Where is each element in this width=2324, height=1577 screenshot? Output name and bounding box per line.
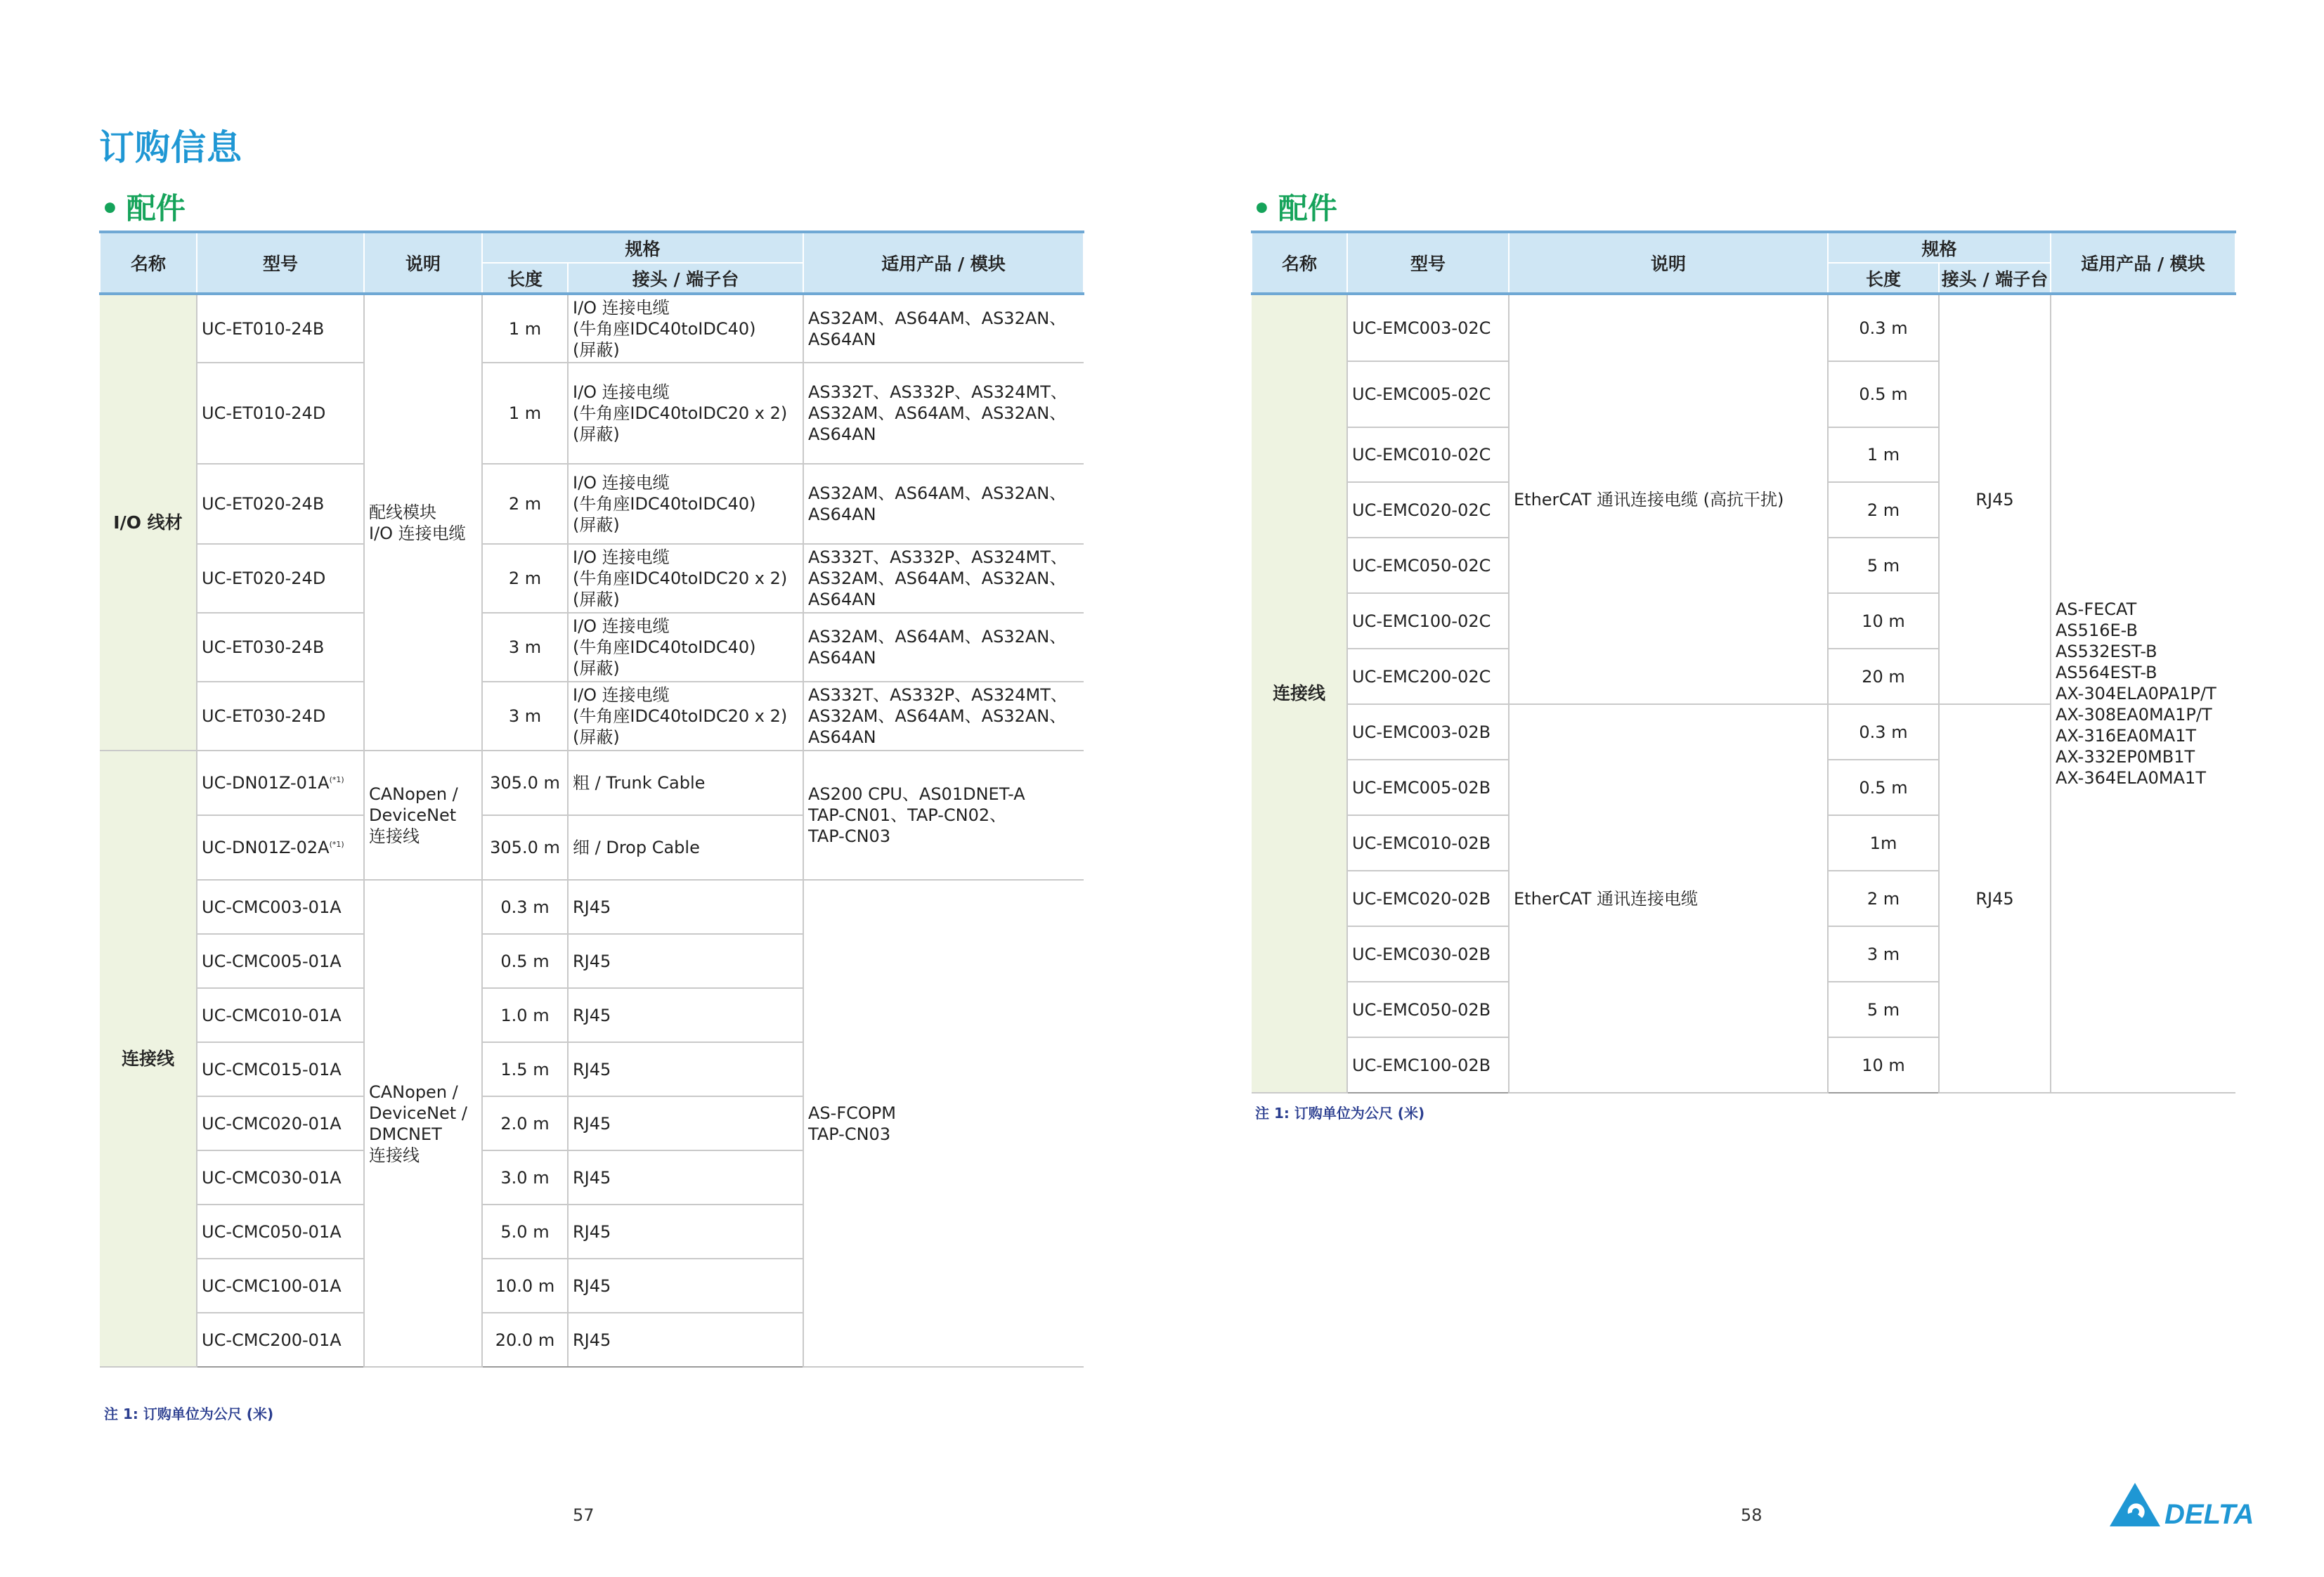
delta-logo [2108, 1481, 2259, 1528]
bullet-icon: • [1252, 191, 1271, 226]
length-cell: 305.0 m [482, 751, 568, 815]
connector-cell: RJ45 [568, 1259, 803, 1313]
model-text: UC-CMC005-01A [202, 951, 342, 971]
length-cell: 1 m [482, 363, 568, 464]
header-name: 名称 [1252, 232, 1347, 294]
length-cell: 3 m [482, 682, 568, 751]
model-cell: UC-EMC020-02B [1347, 871, 1509, 926]
model-cell [197, 751, 364, 815]
length-cell: 2 m [482, 544, 568, 613]
header-desc: 说明 [364, 232, 482, 294]
length-cell: 10 m [1828, 1037, 1939, 1093]
model-cell: UC-EMC003-02B [1347, 704, 1509, 760]
model-text: UC-CMC030-01A [202, 1167, 342, 1188]
model-cell [197, 1042, 364, 1096]
model-text: UC-CMC100-01A [202, 1276, 342, 1296]
section-title-text: 配件 [1278, 191, 1337, 226]
section-title-left [100, 186, 186, 228]
length-cell: 5 m [1828, 538, 1939, 593]
products-cell: AS32AM、AS64AM、AS32AN、 AS64AN [803, 613, 1084, 682]
model-text: UC-ET020-24D [202, 569, 326, 588]
connector-cell: RJ45 [568, 1042, 803, 1096]
connector-cell: I/O 连接电缆 (牛角座IDC40toIDC40) (屏蔽) [568, 613, 803, 682]
model-cell: UC-EMC050-02C [1347, 538, 1509, 593]
model-cell: UC-EMC005-02C [1347, 361, 1509, 427]
model-cell [197, 1205, 364, 1259]
footnote-left: 注 1: 订购单位为公尺 (米) [104, 1406, 274, 1422]
products-cell: AS332T、AS332P、AS324MT、 AS32AM、AS64AM、AS32AN、 AS64AN [803, 682, 1084, 751]
model-text: UC-ET020-24B [202, 494, 325, 514]
model-cell [197, 464, 364, 544]
model-text: UC-CMC010-01A [202, 1005, 342, 1025]
length-cell: 0.5 m [1828, 361, 1939, 427]
connector-cell: RJ45 [1939, 704, 2051, 1093]
length-cell: 1 m [1828, 427, 1939, 482]
page-title: 订购信息 [99, 127, 242, 168]
connector-cell: RJ45 [568, 1205, 803, 1259]
length-cell: 20 m [1828, 649, 1939, 704]
header-products: 适用产品 / 模块 [803, 232, 1084, 294]
products-cell: AS332T、AS332P、AS324MT、 AS32AM、AS64AM、AS32AN、 AS64AN [803, 544, 1084, 613]
length-cell: 3 m [1828, 926, 1939, 982]
products-cell: AS32AM、AS64AM、AS32AN、 AS64AN [803, 464, 1084, 544]
section-title-right [1252, 186, 1337, 228]
model-text: UC-ET010-24B [202, 318, 325, 339]
category-cell: 连接线 [1252, 294, 1347, 1093]
connector-cell: I/O 连接电缆 (牛角座IDC40toIDC40) (屏蔽) [568, 294, 803, 363]
products-cell: AS200 CPU、AS01DNET-A TAP-CN01、TAP-CN02、 TAP-CN03 [803, 751, 1084, 880]
header-connector: 接头 / 端子台 [1939, 263, 2051, 294]
model-cell: UC-EMC100-02C [1347, 593, 1509, 649]
products-cell: AS-FECAT AS516E-B AS532EST-B AS564EST-B AX-304ELA0PA1P/T AX-308EA0MA1P/T AX-316EA0MA1T AX-332EP0MB1T AX-364ELA0MA1T [2051, 294, 2235, 1093]
model-cell: UC-EMC005-02B [1347, 760, 1509, 815]
header-length: 长度 [1828, 263, 1939, 294]
table-row [100, 880, 1084, 934]
accessories-table-right [1251, 231, 2236, 1093]
table-row [1252, 294, 2235, 361]
connector-cell: RJ45 [568, 1150, 803, 1205]
page-number-right: 58 [1741, 1505, 1763, 1525]
delta-triangle-icon [2110, 1483, 2160, 1526]
connector-cell: RJ45 [1939, 294, 2051, 704]
connector-cell: RJ45 [568, 880, 803, 934]
length-cell: 1.0 m [482, 988, 568, 1042]
note-mark: (*1) [329, 775, 344, 784]
table-row [100, 682, 1084, 751]
description-cell: CANopen / DeviceNet / DMCNET 连接线 [364, 880, 482, 1367]
model-text: UC-DN01Z-02A [202, 838, 330, 857]
model-text: UC-CMC200-01A [202, 1330, 342, 1350]
footnote-right: 注 1: 订购单位为公尺 (米) [1255, 1105, 1425, 1122]
header-products: 适用产品 / 模块 [2051, 232, 2235, 294]
connector-cell: 粗 / Trunk Cable [568, 751, 803, 815]
model-cell: UC-EMC010-02C [1347, 427, 1509, 482]
length-cell: 2.0 m [482, 1096, 568, 1150]
note-mark: (*1) [329, 840, 344, 849]
length-cell: 1 m [482, 294, 568, 363]
model-text: UC-ET010-24D [202, 403, 326, 423]
connector-cell: RJ45 [568, 1096, 803, 1150]
header-desc: 说明 [1509, 232, 1828, 294]
length-cell: 20.0 m [482, 1313, 568, 1367]
model-cell [197, 613, 364, 682]
table-row [100, 751, 1084, 815]
connector-cell: I/O 连接电缆 (牛角座IDC40toIDC20 x 2) (屏蔽) [568, 544, 803, 613]
header-name: 名称 [100, 232, 197, 294]
section-title-text: 配件 [126, 191, 186, 226]
model-cell: UC-EMC003-02C [1347, 294, 1509, 361]
length-cell: 2 m [482, 464, 568, 544]
model-cell [197, 544, 364, 613]
connector-cell: RJ45 [568, 1313, 803, 1367]
model-text: UC-CMC015-01A [202, 1059, 342, 1079]
model-cell: UC-EMC200-02C [1347, 649, 1509, 704]
header-connector: 接头 / 端子台 [568, 263, 803, 294]
model-cell [197, 934, 364, 988]
table-row [100, 363, 1084, 464]
table-row [100, 294, 1084, 363]
model-cell [197, 988, 364, 1042]
model-cell: UC-EMC050-02B [1347, 982, 1509, 1037]
length-cell: 10 m [1828, 593, 1939, 649]
model-cell [197, 1096, 364, 1150]
model-text: UC-CMC050-01A [202, 1221, 342, 1242]
description-cell: EtherCAT 通讯连接电缆 (高抗干扰) [1509, 294, 1828, 704]
model-text: UC-DN01Z-01A [202, 773, 330, 793]
connector-cell: I/O 连接电缆 (牛角座IDC40toIDC20 x 2) (屏蔽) [568, 363, 803, 464]
products-cell: AS332T、AS332P、AS324MT、 AS32AM、AS64AM、AS32AN、 AS64AN [803, 363, 1084, 464]
connector-cell: RJ45 [568, 988, 803, 1042]
model-cell [197, 363, 364, 464]
category-cell: 连接线 [100, 751, 197, 1367]
model-cell [197, 880, 364, 934]
length-cell: 3.0 m [482, 1150, 568, 1205]
length-cell: 5.0 m [482, 1205, 568, 1259]
header-model: 型号 [197, 232, 364, 294]
bullet-icon: • [100, 191, 119, 226]
header-model: 型号 [1347, 232, 1509, 294]
products-cell: AS-FCOPM TAP-CN03 [803, 880, 1084, 1367]
model-cell: UC-EMC010-02B [1347, 815, 1509, 871]
logo-text: DELTA [2164, 1499, 2254, 1528]
model-cell [197, 294, 364, 363]
description-cell: EtherCAT 通讯连接电缆 [1509, 704, 1828, 1093]
category-cell: I/O 线材 [100, 294, 197, 751]
connector-cell: RJ45 [568, 934, 803, 988]
model-text: UC-ET030-24D [202, 706, 326, 726]
header-length: 长度 [482, 263, 568, 294]
length-cell: 0.3 m [1828, 294, 1939, 361]
length-cell: 2 m [1828, 482, 1939, 538]
length-cell: 0.3 m [482, 880, 568, 934]
connector-cell: I/O 连接电缆 (牛角座IDC40toIDC20 x 2) (屏蔽) [568, 682, 803, 751]
model-text: UC-CMC020-01A [202, 1113, 342, 1134]
description-cell: CANopen / DeviceNet 连接线 [364, 751, 482, 880]
table-row [100, 544, 1084, 613]
header-spec: 规格 [482, 232, 803, 263]
length-cell: 1m [1828, 815, 1939, 871]
connector-cell: I/O 连接电缆 (牛角座IDC40toIDC40) (屏蔽) [568, 464, 803, 544]
length-cell: 0.5 m [1828, 760, 1939, 815]
products-cell: AS32AM、AS64AM、AS32AN、 AS64AN [803, 294, 1084, 363]
model-cell: UC-EMC030-02B [1347, 926, 1509, 982]
model-cell [197, 815, 364, 880]
page-number-left: 57 [573, 1505, 595, 1525]
model-cell: UC-EMC020-02C [1347, 482, 1509, 538]
table-row [100, 464, 1084, 544]
accessories-table-left [99, 231, 1084, 1368]
model-cell [197, 1259, 364, 1313]
header-spec: 规格 [1828, 232, 2051, 263]
model-cell [197, 682, 364, 751]
length-cell: 2 m [1828, 871, 1939, 926]
length-cell: 5 m [1828, 982, 1939, 1037]
model-cell: UC-EMC100-02B [1347, 1037, 1509, 1093]
length-cell: 0.5 m [482, 934, 568, 988]
model-cell [197, 1150, 364, 1205]
length-cell: 305.0 m [482, 815, 568, 880]
model-text: UC-ET030-24B [202, 637, 325, 657]
length-cell: 1.5 m [482, 1042, 568, 1096]
length-cell: 3 m [482, 613, 568, 682]
description-cell: 配线模块 I/O 连接电缆 [364, 294, 482, 751]
model-text: UC-CMC003-01A [202, 897, 342, 917]
model-cell [197, 1313, 364, 1367]
connector-cell: 细 / Drop Cable [568, 815, 803, 880]
length-cell: 0.3 m [1828, 704, 1939, 760]
length-cell: 10.0 m [482, 1259, 568, 1313]
table-row [100, 613, 1084, 682]
